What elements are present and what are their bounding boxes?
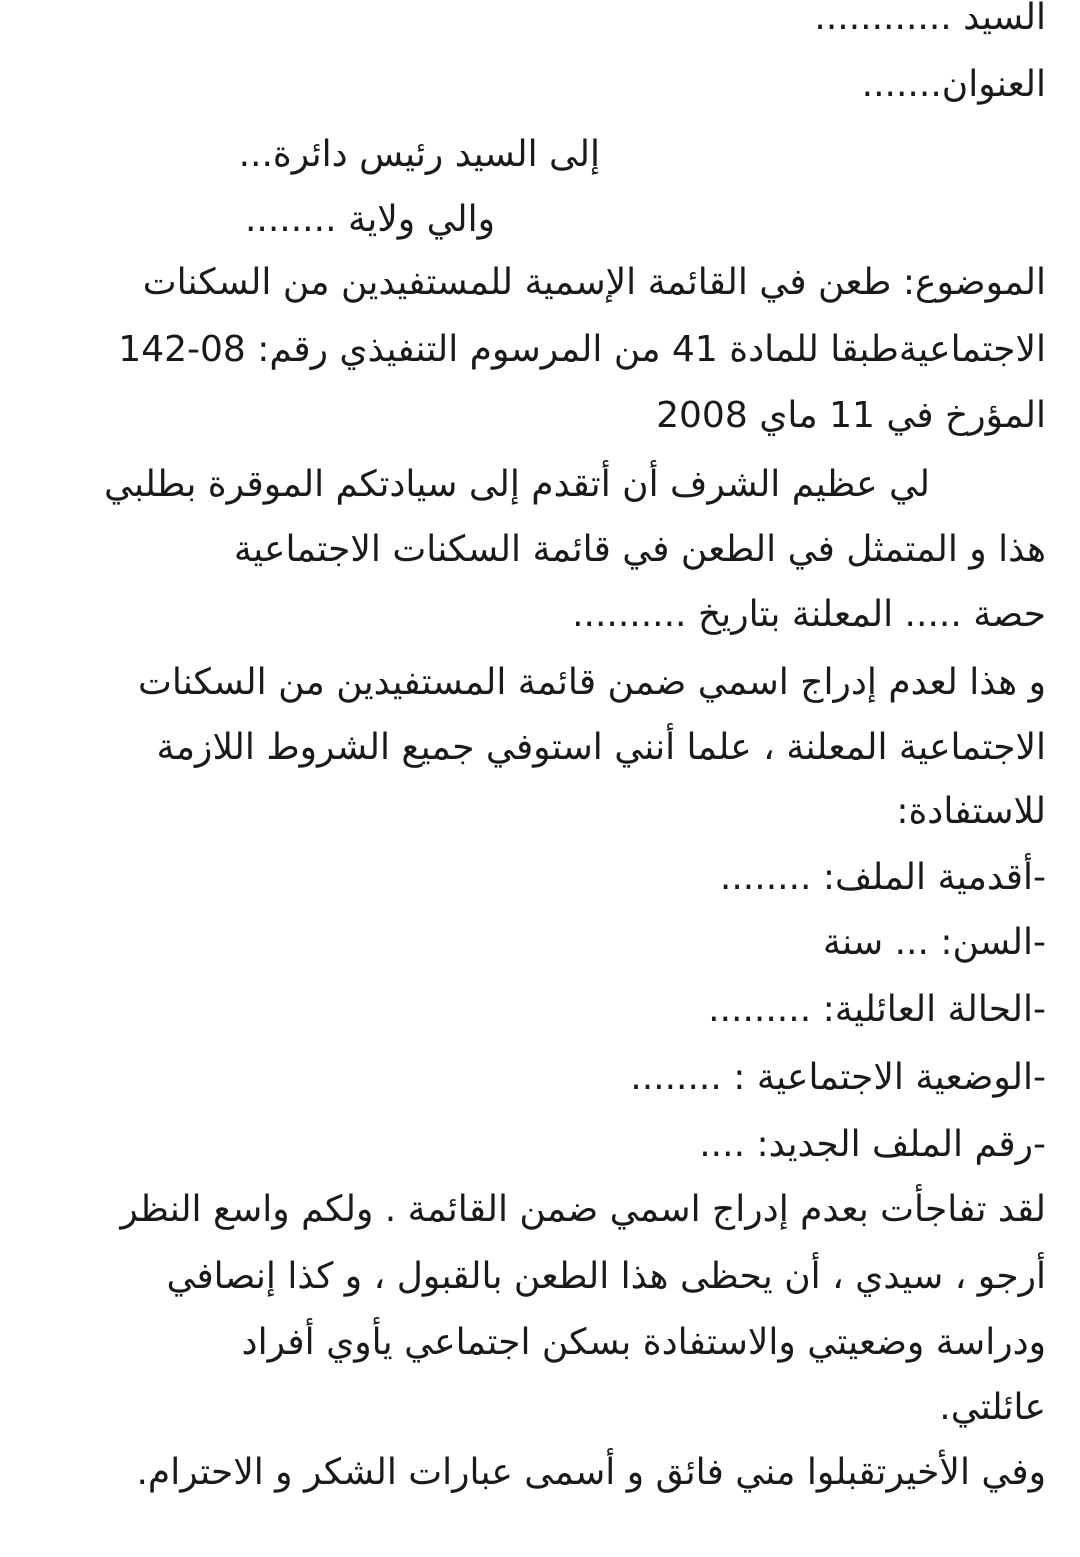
body-p2-line-3: للاستفادة: (896, 791, 1046, 832)
subject-line-1: الموضوع: طعن في القائمة الإسمية للمستفيدين من السكنات (142, 262, 1046, 303)
condition-item: -الحالة العائلية: ......... (708, 989, 1046, 1030)
condition-item: -أقدمية الملف: ........ (719, 857, 1046, 898)
sender-address-line: العنوان....... (861, 64, 1046, 105)
condition-item: -رقم الملف الجديد: .... (699, 1124, 1046, 1165)
body-p1-line-2: هذا و المتمثل في الطعن في قائمة السكنات الاجتماعية (233, 529, 1046, 570)
body-p2-line-1: و هذا لعدم إدراج اسمي ضمن قائمة المستفيدين من السكنات (137, 662, 1046, 703)
closing-line-4: عائلتي. (939, 1387, 1046, 1428)
body-p2-line-2: الاجتماعية المعلنة ، علما أنني استوفي جميع الشروط اللازمة (156, 727, 1046, 768)
closing-line-5: وفي الأخيرتقبلوا مني فائق و أسمى عبارات الشكر و الاحترام. (136, 1452, 1046, 1493)
condition-item: -السن: ... سنة (822, 922, 1046, 963)
recipient-line-1: إلى السيد رئيس دائرة... (238, 134, 600, 175)
body-p1-line-1: لي عظيم الشرف أن أتقدم إلى سيادتكم الموقرة بطلبي (104, 464, 930, 505)
body-p1-line-3: حصة ..... المعلنة بتاريخ .......... (572, 594, 1046, 635)
subject-line-2: الاجتماعيةطبقا للمادة 41 من المرسوم التنفيذي رقم: 08-142 (118, 329, 1046, 370)
sender-name-line: السيد ............ (814, 0, 1046, 38)
closing-line-3: ودراسة وضعيتي والاستفادة بسكن اجتماعي يأوي أفراد (241, 1322, 1046, 1363)
subject-line-3: المؤرخ في 11 ماي 2008 (656, 395, 1046, 436)
condition-item: -الوضعية الاجتماعية : ........ (630, 1057, 1046, 1098)
closing-line-1: لقد تفاجأت بعدم إدراج اسمي ضمن القائمة . ولكم واسع النظر (120, 1189, 1046, 1230)
recipient-line-2: والي ولاية ........ (244, 199, 495, 240)
closing-line-2: أرجو ، سيدي ، أن يحظى هذا الطعن بالقبول ، و كذا إنصافي (166, 1256, 1046, 1297)
